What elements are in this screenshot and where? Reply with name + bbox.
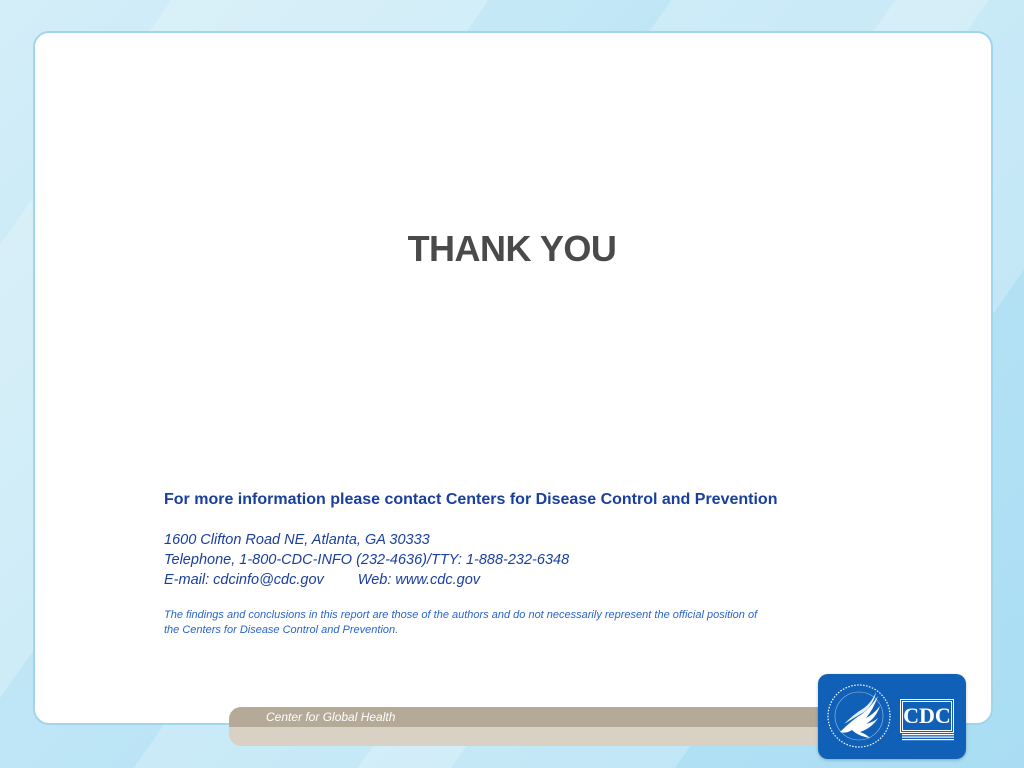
footer-stripe [229,727,849,746]
footer-bar [229,707,849,746]
cdc-logo-text: CDC [903,703,951,728]
address-line: 1600 Clifton Road NE, Atlanta, GA 30333 [164,532,430,548]
telephone-line: Telephone, 1-800-CDC-INFO (232-4636)/TTY: 1-888-232-6348 [164,552,570,568]
disclaimer-line: The findings and conclusions in this report are those of the authors and do not necessarily represent the official position of [164,609,758,621]
email-web-line [164,570,814,590]
contact-heading: For more information please contact Centers for Disease Control and Prevention [164,491,778,508]
hhs-eagle-seal-icon [828,685,890,747]
logo-graphic [818,674,966,759]
email-link[interactable]: E-mail: cdcinfo@cdc.gov [164,572,324,588]
disclaimer [164,608,814,638]
slide-title: THANK YOU [407,228,617,269]
web-link[interactable]: Web: www.cdc.gov [357,572,481,588]
cdc-logo [818,674,966,759]
contact-details [164,530,814,590]
footer-label: Center for Global Health [229,707,849,727]
cdc-stripes [902,734,954,740]
disclaimer-line: the Centers for Disease Control and Prevention. [164,624,399,636]
contact-block [164,491,814,638]
